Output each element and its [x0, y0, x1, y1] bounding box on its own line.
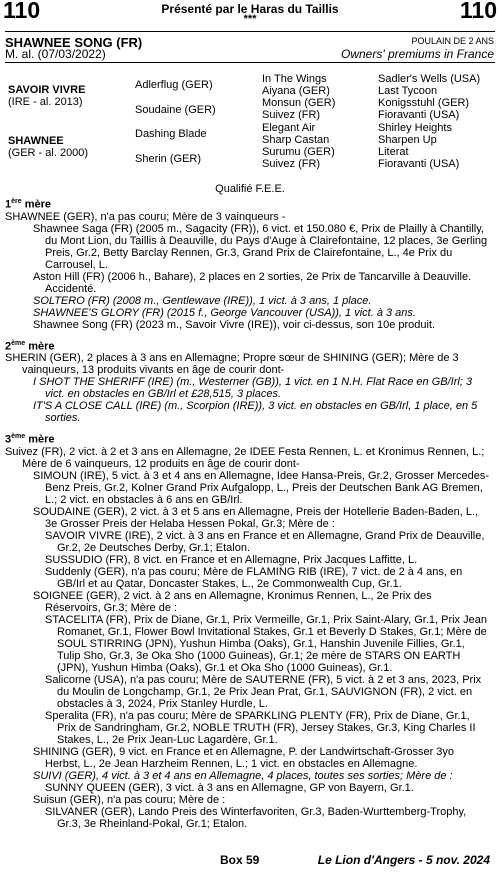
pedigree-divider: [5, 62, 495, 63]
lot-number-right: 110: [459, 0, 497, 23]
produce-entry: Suisun (GER), n'a pas couru; Mère de :: [33, 793, 226, 806]
pedigree-gen2: Sherin (GER): [135, 153, 202, 165]
pedigree-gen4: Fioravanti (USA): [378, 158, 460, 170]
produce-entry: SOUDAINE (GER), 2 vict. à 3 et 5 ans en Allemagne, Preis der Hotellerie Baden-Baden, L., 3e Grosser Preis der Helaba Hessen Pokal, Gr.3; Mère de :: [33, 505, 479, 530]
dam-name: SHAWNEE: [8, 135, 64, 147]
qualification: Qualifié F.E.E.: [215, 183, 285, 195]
produce-entry: Aston Hill (FR) (2006 h., Bahare), 2 places en 2 sorties, 2e Prix de Tancarville à Deauville. Accidenté.: [33, 270, 472, 295]
produce-entry: SOIGNEE (GER), 2 vict. à 2 ans en Allemagne, Kronimus Rennen, L., 2e Prix des Réservoirs, Gr.3; Mère de :: [33, 589, 432, 614]
pedigree-gen3: Sharp Castan: [262, 134, 330, 146]
pedigree-gen3: Suivez (FR): [262, 109, 321, 121]
dam-line: SHAWNEE (GER), n'a pas couru; Mère de 3 vainqueurs -: [5, 210, 286, 223]
pedigree-gen3: Elegant Air: [262, 122, 316, 134]
owners-premiums: Owners' premiums in France: [341, 47, 494, 61]
produce-entry: Shawnee Song (FR) (2023 m., Savoir Vivre (IRE)), voir ci-dessus, son 10e produit.: [33, 318, 436, 331]
pedigree-gen3: Monsun (GER): [262, 97, 336, 109]
sire-name: SAVOIR VIVRE: [8, 84, 86, 96]
produce-entry: SHAWNEE'S GLORY (FR) (2015 f., George Vancouver (USA)), 1 vict. à 3 ans.: [33, 306, 416, 319]
header-stars: ***: [243, 13, 257, 25]
produce-entry: SILVANER (GER), Lando Preis des Winterfavoriten, Gr.3, Baden-Wurttemberg-Trophy, Gr.3, 3e Rheinland-Pokal, Gr.1; Etalon.: [45, 805, 467, 830]
box-number: Box 59: [220, 853, 260, 867]
pedigree-gen3: Suivez (FR): [262, 158, 321, 170]
pedigree-gen4: Sharpen Up: [378, 134, 437, 146]
produce-entry: SUSSUDIO (FR), 8 vict. en France et en Allemagne, Prix Jacques Laffitte, L.: [45, 553, 418, 566]
pedigree-gen4: Konigsstuhl (GER): [378, 97, 470, 109]
produce-entry: SAVOIR VIVRE (IRE), 2 vict. à 3 ans en France et en Allemagne, Grand Prix de Deauville, Gr.2, 2e Deutsches Derby, Gr.1; Etalon.: [45, 529, 485, 554]
horse-name: SHAWNEE SONG (FR): [5, 35, 143, 50]
produce-entry: Speralita (FR), n'a pas couru; Mère de SPARKLING PLENTY (FR), Prix de Diane, Gr.1, Prix de Sandringham, Gr.2, NOBLE TRUTH (FR), Jersey Stakes, Gr.3, King Charles II Stakes, L., 2e Prix Jean-Luc Lagardère, Gr.1.: [45, 709, 476, 746]
section-heading-2eme-mere: 2ème mère: [5, 339, 55, 353]
produce-entry: SIMOUN (IRE), 5 vict. à 3 et 4 ans en Allemagne, Idee Hansa-Preis, Gr.2, Grosser Mercedes-Benz Preis, Gr.2, Kolner Grand Prix Aufgalopp, L., Preis der Deutschen Bank AG Bremen, L.; 2 vict. en obstacles à 6 ans en GB/Irl.: [33, 469, 490, 506]
dam-info: (GER - al. 2000): [8, 147, 89, 159]
catalogue-body: [5, 196, 490, 830]
horse-sex-age: POULAIN DE 2 ANS: [411, 36, 494, 46]
sale-place-date: Le Lion d'Angers - 5 nov. 2024: [317, 853, 490, 867]
produce-entry: SOLTERO (FR) (2008 m., Gentlewave (IRE)), 1 vict. à 3 ans, 1 place.: [33, 294, 372, 307]
produce-entry: Shawnee Saga (FR) (2005 m., Sagacity (FR)), 6 vict. et 150.080 €, Prix de Plailly à Chantilly, du Mont Lion, du Taillis à Deauville, du Pays d'Auge à Clairefontaine, 12 places, 3e Gerling Preis, Gr.2, Betty Barclay Rennen, Gr.3, Grand Prix de Clairefontaine, L., 4e Prix du Carrousel, L.: [33, 222, 488, 271]
pedigree-gen3: Surumu (GER): [262, 146, 335, 158]
dam-line: Suivez (FR), 2 vict. à 2 et 3 ans en Allemagne, 2e IDEE Festa Rennen, L. et Kronimus Rennen, L.; Mère de 6 vainqueurs, 12 produits en âge de courir dont-: [5, 445, 485, 470]
header-divider: [5, 31, 495, 32]
produce-entry: IT'S A CLOSE CALL (IRE) (m., Scorpion (IRE)), 3 vict. en obstacles en GB/Irl, 1 place, en 5 sorties.: [33, 400, 478, 425]
sire-info: (IRE - al. 2013): [8, 96, 83, 108]
pedigree-gen4: Literat: [378, 146, 409, 158]
pedigree-gen3: In The Wings: [262, 73, 327, 85]
section-heading-1ere-mere: 1ère mère: [5, 198, 51, 211]
pedigree-gen2: Dashing Blade: [135, 128, 207, 140]
produce-entry: STACELITA (FR), Prix de Diane, Gr.1, Prix Vermeille, Gr.1, Prix Saint-Alary, Gr.1, Prix Jean Romanet, Gr.1, Flower Bowl Invitational Stakes, Gr.1 et Beverly D Stakes, Gr.1; Mère de SOUL STIRRING (JPN), Yushun Himba (Oaks), Gr.1, Hanshin Juvenile Fillies, Gr.1, Tulip Sho, Gr.3, 3e Oka Sho (1000 Guineas), Gr.1; 2e mère de STARS ON EARTH (JPN), Yushun Himba (Oaks), Gr.1 et Oka Sho (1000 Guineas), Gr.1.: [45, 613, 487, 674]
lot-number-left: 110: [3, 0, 41, 23]
dam-line: SHERIN (GER), 2 places à 3 ans en Allemagne; Propre sœur de SHINING (GER); Mère de 3 vainqueurs, 13 produits vivants en âge de courir dont-: [5, 352, 459, 377]
produce-entry: SUIVI (GER), 4 vict. à 3 et 4 ans en Allemagne, 4 places, toutes ses sorties; Mère de :: [33, 769, 453, 782]
produce-entry: SUNNY QUEEN (GER), 3 vict. à 3 ans en Allemagne, GP von Bayern, Gr.1.: [45, 781, 414, 794]
pedigree-gen4: Fioravanti (USA): [378, 109, 460, 121]
pedigree-gen3: Aiyana (GER): [262, 85, 330, 97]
produce-entry: I SHOT THE SHERIFF (IRE) (m., Westerner (GB)), 1 vict. en 1 N.H. Flat Race en GB/Irl; 3 vict. en obstacles en GB/Irl et £28,515, 3 places.: [33, 376, 473, 401]
produce-entry: Suddenly (GER), n'a pas couru; Mère de FLAMING RIB (IRE), 7 vict. de 2 à 4 ans, en GB/Irl et au Qatar, Doncaster Stakes, L., 2e Commonwealth Cup, Gr.1.: [45, 565, 463, 590]
pedigree-gen4: Shirley Heights: [378, 122, 452, 134]
produce-entry: SHINING (GER), 9 vict. en France et en Allemagne, P. der Landwirtschaft-Grosser 3yo Herbst, L., 2e Jean Harzheim Rennen, L.; 1 vict. en obstacles en Allemagne.: [33, 745, 455, 770]
pedigree-gen4: Sadler's Wells (USA): [378, 73, 481, 85]
pedigree-gen2: Adlerflug (GER): [135, 79, 213, 91]
horse-birth: M. al. (07/03/2022): [5, 47, 106, 61]
presented-by: Présenté par le Haras du Taillis: [161, 2, 339, 16]
pedigree-gen4: Last Tycoon: [378, 85, 438, 97]
section-heading-3eme-mere: 3ème mère: [5, 433, 55, 446]
produce-entry: Salicorne (USA), n'a pas couru; Mère de SAUTERNE (FR), 5 vict. à 2 et 3 ans, 2023, Prix du Moulin de Longchamp, Gr.1, 2e Prix Jean Prat, Gr.1, SAUVIGNON (FR), 2 vict. en obstacles à 3, 2024, Prix Stanley Hurdle, L.: [45, 673, 482, 710]
pedigree-gen2: Soudaine (GER): [135, 104, 216, 116]
